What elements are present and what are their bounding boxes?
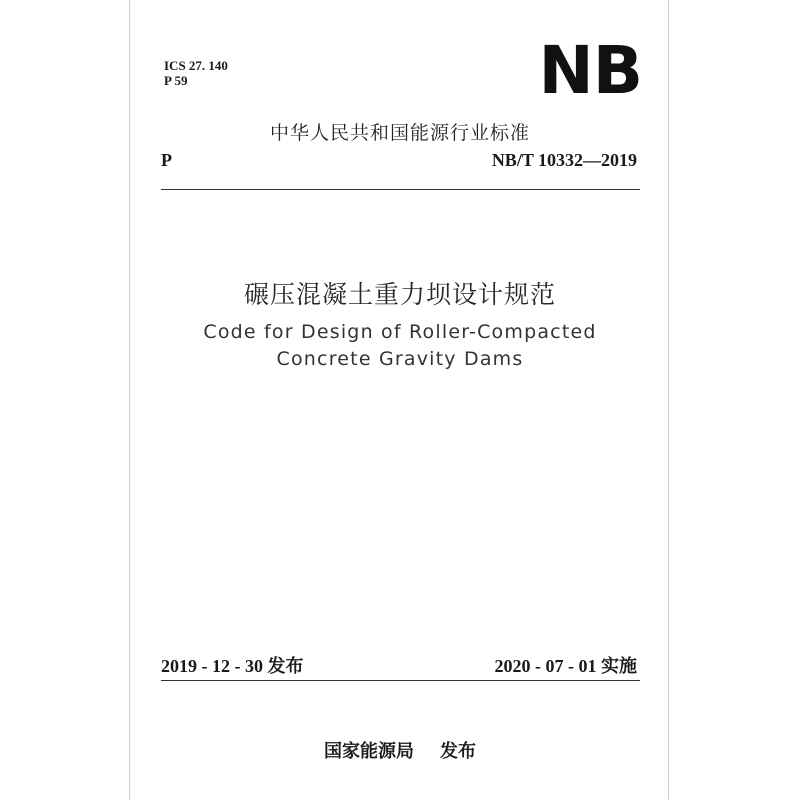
standard-number: NB/T 10332—2019 — [491, 150, 637, 170]
industry-standard-heading: 中华人民共和国能源行业标准 — [269, 122, 530, 144]
implementation-date: 2020 - 07 - 01 实施 — [494, 656, 637, 676]
title-chinese: 碾压混凝土重力坝设计规范 — [243, 280, 556, 309]
ics-code: ICS 27. 140 — [164, 58, 228, 73]
publisher-action: 发布 — [440, 741, 476, 762]
classification-letter: P — [161, 150, 172, 170]
standard-cover-page — [129, 0, 669, 800]
publisher-line — [130, 737, 670, 763]
p-classification-code: P 59 — [164, 73, 188, 88]
bottom-divider — [161, 680, 640, 681]
title-english-line-1: Code for Design of Roller-Compacted — [203, 321, 597, 343]
title-english-line-2: Concrete Gravity Dams — [276, 348, 524, 370]
nb-logo: NB — [538, 32, 642, 109]
top-divider — [161, 189, 640, 190]
publisher-organization: 国家能源局 — [324, 741, 414, 762]
issue-date: 2019 - 12 - 30 发布 — [161, 656, 304, 676]
